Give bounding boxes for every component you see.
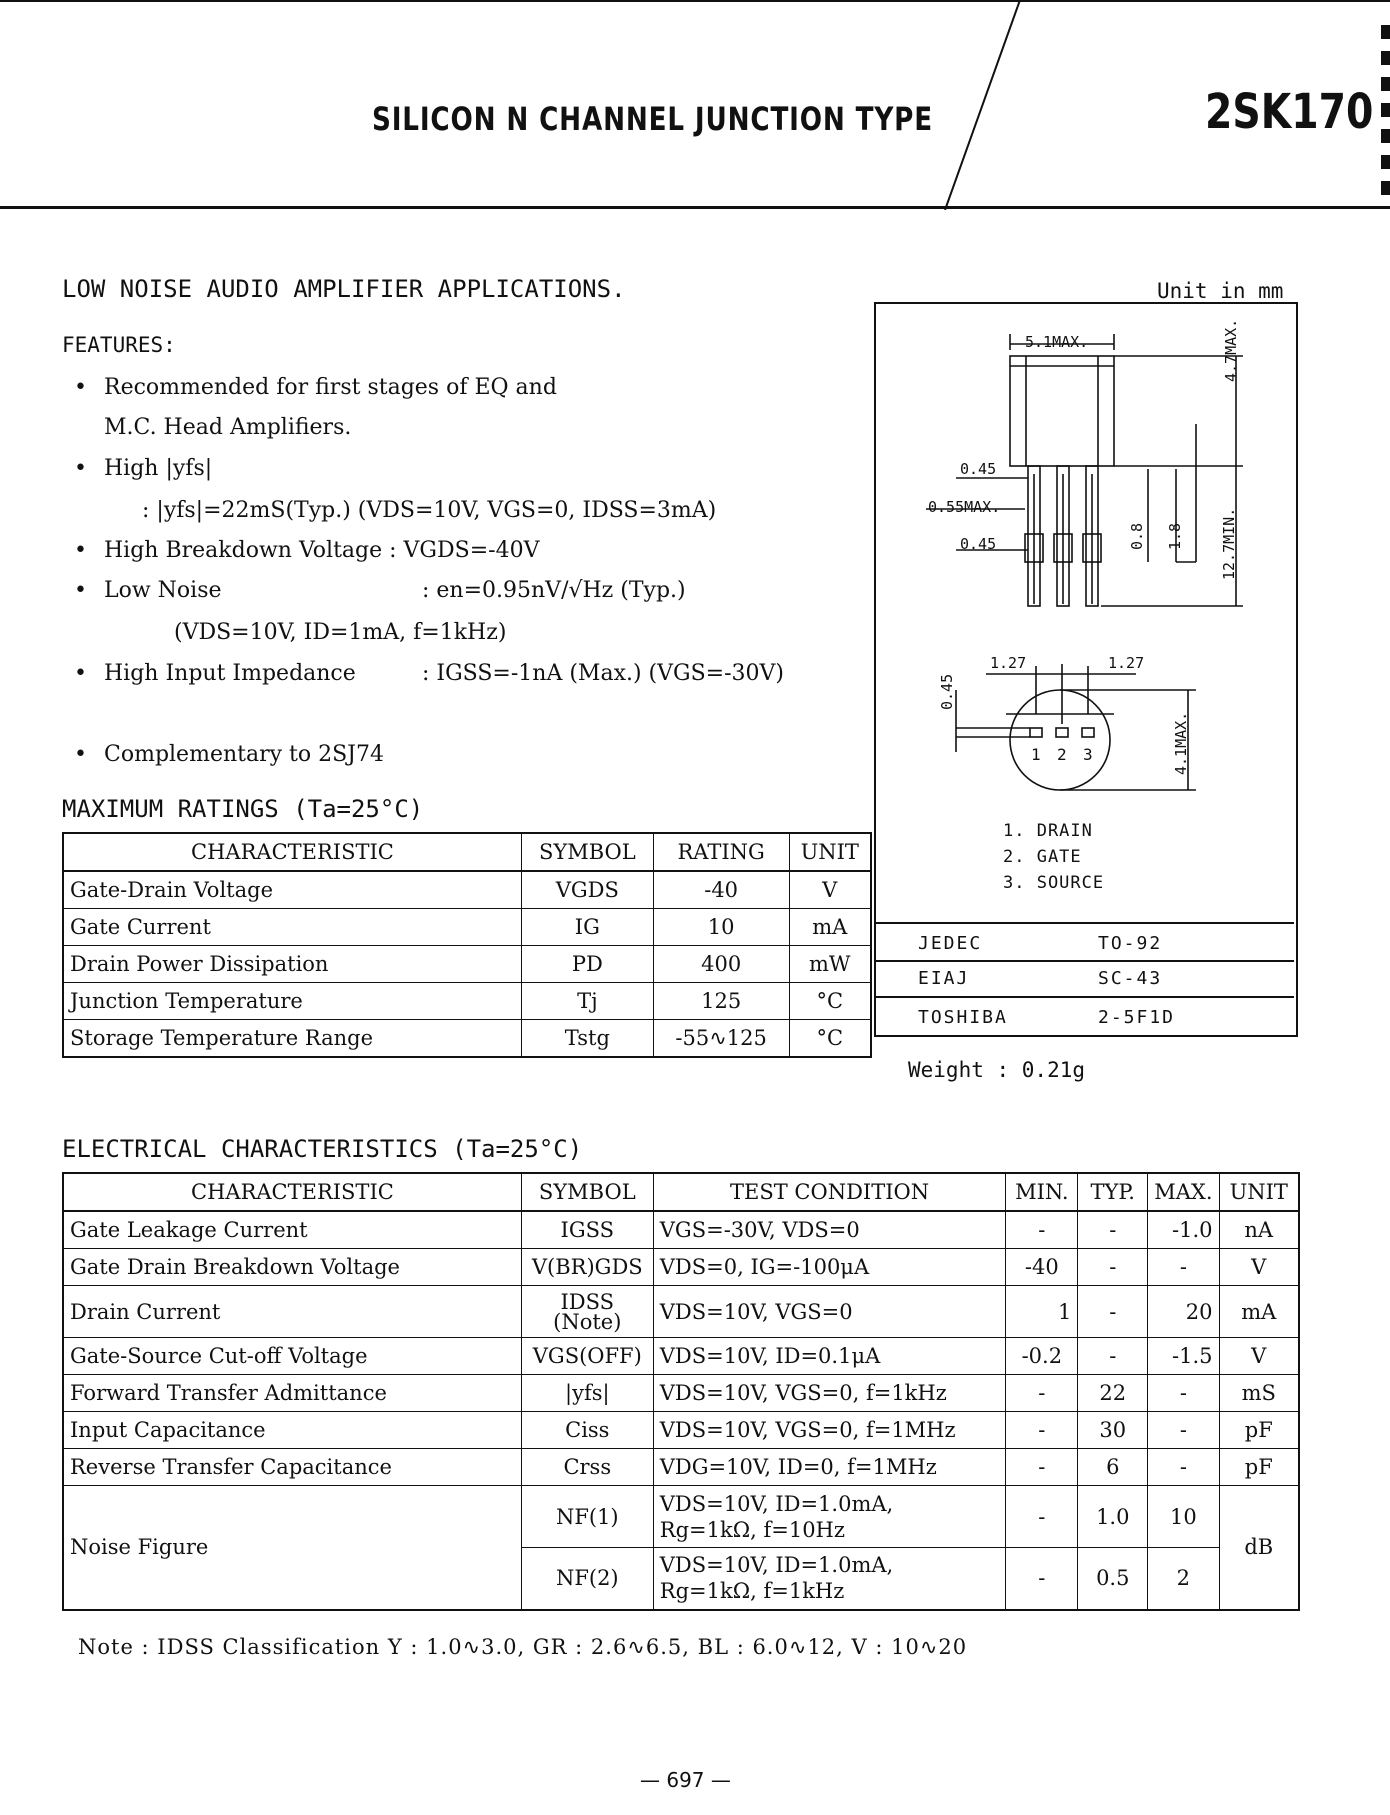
feature-2-detail: : |yfs|=22mS(Typ.) (VDS=10V, VGS=0, IDSS=3mA): [142, 498, 717, 523]
cell: 2: [1148, 1548, 1219, 1610]
bullet: •: [74, 375, 87, 400]
cell: VDS=10V, VGS=0, f=1kHz: [653, 1375, 1006, 1412]
package-weight: Weight : 0.21g: [908, 1058, 1086, 1082]
cell: -: [1148, 1449, 1219, 1486]
cell: -: [1006, 1375, 1078, 1412]
cell: Ciss: [521, 1412, 653, 1449]
cell: Gate Leakage Current: [63, 1211, 521, 1249]
cell: VGDS: [521, 871, 653, 909]
table-row: [63, 871, 871, 909]
feature-2: High |yfs|: [104, 456, 213, 481]
dim-label: 0.45: [960, 460, 997, 478]
cell: Gate-Drain Voltage: [63, 871, 521, 909]
max-ratings-title: MAXIMUM RATINGS (Ta=25°C): [62, 795, 424, 823]
cell: -1.5: [1148, 1338, 1219, 1375]
table-row: [63, 983, 871, 1020]
dim-label: 1.27: [990, 654, 1027, 672]
dim-label: 0.45: [960, 535, 997, 553]
dim-label: 0.45: [938, 673, 956, 710]
cell: Tj: [521, 983, 653, 1020]
bullet: •: [74, 456, 87, 481]
cell: Gate Drain Breakdown Voltage: [63, 1249, 521, 1286]
cell: mA: [1219, 1286, 1299, 1338]
feature-4-condition: (VDS=10V, ID=1mA, f=1kHz): [174, 620, 507, 645]
cell: VDS=10V, ID=0.1μA: [653, 1338, 1006, 1375]
cell: 22: [1078, 1375, 1148, 1412]
cell: -40: [653, 871, 789, 909]
cell: -: [1006, 1412, 1078, 1449]
electrical-title: ELECTRICAL CHARACTERISTICS (Ta=25°C): [62, 1135, 583, 1163]
pin-number: 1: [1031, 745, 1041, 764]
cell: V: [789, 871, 871, 909]
unit-label: Unit in mm: [1157, 279, 1284, 303]
cell: Crss: [521, 1449, 653, 1486]
cell: Reverse Transfer Capacitance: [63, 1449, 521, 1486]
application-title: LOW NOISE AUDIO AMPLIFIER APPLICATIONS.: [62, 275, 626, 303]
table-row: [63, 1020, 871, 1058]
table-row: [63, 1286, 1299, 1338]
cell: V: [1219, 1249, 1299, 1286]
cell: |yfs|: [521, 1375, 653, 1412]
cell: 30: [1078, 1412, 1148, 1449]
electrical-table: [62, 1172, 1300, 1611]
max-ratings-table: [62, 832, 872, 1058]
std-label: JEDEC: [918, 933, 983, 954]
cell: -: [1148, 1375, 1219, 1412]
header-cell: TEST CONDITION: [653, 1173, 1006, 1211]
cell: [653, 1486, 1006, 1548]
cell: VDG=10V, ID=0, f=1MHz: [653, 1449, 1006, 1486]
cell: -: [1078, 1249, 1148, 1286]
cell: Drain Power Dissipation: [63, 946, 521, 983]
table-row: [63, 1486, 1299, 1548]
cell: -1.0: [1148, 1211, 1219, 1249]
table-row: [63, 946, 871, 983]
cell: Junction Temperature: [63, 983, 521, 1020]
condition-line: VDS=10V, ID=1.0mA,: [659, 1491, 894, 1516]
cell: Input Capacitance: [63, 1412, 521, 1449]
cell: VGS=-30V, VDS=0: [653, 1211, 1006, 1249]
table-row: [63, 909, 871, 946]
condition-line: Rg=1kΩ, f=1kHz: [659, 1579, 845, 1604]
cell: VGS(OFF): [521, 1338, 653, 1375]
cell: 20: [1148, 1286, 1219, 1338]
cell: mS: [1219, 1375, 1299, 1412]
legend-source: 3. SOURCE: [1003, 873, 1105, 893]
dim-label: 1.27: [1108, 654, 1145, 672]
table-row: [63, 1449, 1299, 1486]
cell: -: [1006, 1211, 1078, 1249]
cell: VDS=10V, VGS=0, f=1MHz: [653, 1412, 1006, 1449]
cell: V: [1219, 1338, 1299, 1375]
std-value: TO-92: [1098, 933, 1163, 954]
dim-label: 0.55MAX.: [928, 498, 1001, 516]
table-header-row: [63, 833, 871, 871]
cell: -: [1078, 1211, 1148, 1249]
feature-3: High Breakdown Voltage : VGDS=-40V: [104, 538, 540, 563]
std-value: 2-5F1D: [1098, 1007, 1176, 1028]
std-label: TOSHIBA: [918, 1007, 1008, 1028]
cell: VDS=0, IG=-100μA: [653, 1249, 1006, 1286]
std-label: EIAJ: [918, 968, 970, 989]
edge-marks: [1381, 25, 1390, 195]
cell: IGSS: [521, 1211, 653, 1249]
header-cell: RATING: [653, 833, 789, 871]
pin-legend: [1003, 818, 1104, 896]
dim-label: 4.7MAX.: [1222, 318, 1240, 382]
table-header-row: [63, 1173, 1299, 1211]
header-cell: SYMBOL: [521, 1173, 653, 1211]
std-value: SC-43: [1098, 968, 1163, 989]
feature-5: High Input Impedance: [104, 661, 356, 686]
cell: IDSS (Note): [521, 1286, 653, 1338]
dim-label: 4.1MAX.: [1172, 711, 1190, 775]
cell: pF: [1219, 1449, 1299, 1486]
header-cell: CHARACTERISTIC: [63, 833, 521, 871]
cell: -: [1148, 1412, 1219, 1449]
feature-1-line2: M.C. Head Amplifiers.: [104, 415, 352, 440]
bullet: •: [74, 742, 87, 767]
cell: Forward Transfer Admittance: [63, 1375, 521, 1412]
dim-label: 0.8: [1128, 522, 1146, 550]
cell: -40: [1006, 1249, 1078, 1286]
cell: Gate-Source Cut-off Voltage: [63, 1338, 521, 1375]
cell: [653, 1548, 1006, 1610]
table-row: [63, 1211, 1299, 1249]
header-cell: SYMBOL: [521, 833, 653, 871]
feature-4-value: : en=0.95nV/√Hz (Typ.): [422, 578, 686, 603]
table-row: [63, 1375, 1299, 1412]
feature-1-line1: Recommended for first stages of EQ and: [104, 375, 557, 400]
table-row: [63, 1338, 1299, 1375]
cell: 10: [1148, 1486, 1219, 1548]
cell: 1.0: [1078, 1486, 1148, 1548]
cell: -: [1078, 1338, 1148, 1375]
cell: mA: [789, 909, 871, 946]
cell: Tstg: [521, 1020, 653, 1058]
cell: -: [1006, 1548, 1078, 1610]
cell: -0.2: [1006, 1338, 1078, 1375]
feature-4: Low Noise: [104, 578, 222, 603]
header-cell: TYP.: [1078, 1173, 1148, 1211]
cell: -: [1078, 1286, 1148, 1338]
header-cell: MAX.: [1148, 1173, 1219, 1211]
dim-label: 12.7MIN.: [1220, 507, 1238, 580]
cell: -: [1006, 1449, 1078, 1486]
part-number: 2SK170: [1205, 84, 1374, 140]
dim-label: 1.8: [1166, 522, 1184, 550]
cell: 6: [1078, 1449, 1148, 1486]
cell: Gate Current: [63, 909, 521, 946]
header-cell: UNIT: [789, 833, 871, 871]
cell: -: [1006, 1486, 1078, 1548]
cell: °C: [789, 1020, 871, 1058]
cell: dB: [1219, 1486, 1299, 1610]
cell: Drain Current: [63, 1286, 521, 1338]
cell: IG: [521, 909, 653, 946]
bullet: •: [74, 661, 87, 686]
cell: Noise Figure: [63, 1486, 521, 1610]
bullet: •: [74, 538, 87, 563]
bullet: •: [74, 578, 87, 603]
header-cell: MIN.: [1006, 1173, 1078, 1211]
feature-6: Complementary to 2SJ74: [104, 742, 384, 767]
cell: pF: [1219, 1412, 1299, 1449]
condition-line: Rg=1kΩ, f=10Hz: [659, 1517, 845, 1542]
cell: NF(2): [521, 1548, 653, 1610]
pin-number: 3: [1083, 745, 1093, 764]
cell: °C: [789, 983, 871, 1020]
cell: -55∿125: [653, 1020, 789, 1058]
header-cell: CHARACTERISTIC: [63, 1173, 521, 1211]
idss-note: Note : IDSS Classification Y : 1.0∿3.0, GR : 2.6∿6.5, BL : 6.0∿12, V : 10∿20: [78, 1635, 968, 1659]
table-row: [63, 1412, 1299, 1449]
cell: 125: [653, 983, 789, 1020]
cell: PD: [521, 946, 653, 983]
cell: 0.5: [1078, 1548, 1148, 1610]
cell: 1: [1006, 1286, 1078, 1338]
cell: mW: [789, 946, 871, 983]
legend-gate: 2. GATE: [1003, 847, 1082, 867]
cell: V(BR)GDS: [521, 1249, 653, 1286]
cell: 10: [653, 909, 789, 946]
cell: 400: [653, 946, 789, 983]
cell: -: [1148, 1249, 1219, 1286]
header-cell: UNIT: [1219, 1173, 1299, 1211]
page-number: — 697 —: [640, 1768, 731, 1792]
document-title: SILICON N CHANNEL JUNCTION TYPE: [372, 100, 933, 138]
cell: NF(1): [521, 1486, 653, 1548]
header-slash: [930, 0, 1030, 210]
cell: nA: [1219, 1211, 1299, 1249]
legend-drain: 1. DRAIN: [1003, 821, 1093, 841]
features-heading: FEATURES:: [62, 333, 176, 357]
cell: VDS=10V, VGS=0: [653, 1286, 1006, 1338]
condition-line: VDS=10V, ID=1.0mA,: [659, 1553, 894, 1578]
table-row: [63, 1249, 1299, 1286]
dim-label: 5.1MAX.: [1025, 333, 1089, 351]
pin-number: 2: [1057, 745, 1067, 764]
cell: Storage Temperature Range: [63, 1020, 521, 1058]
feature-5-value: : IGSS=-1nA (Max.) (VGS=-30V): [422, 661, 784, 686]
